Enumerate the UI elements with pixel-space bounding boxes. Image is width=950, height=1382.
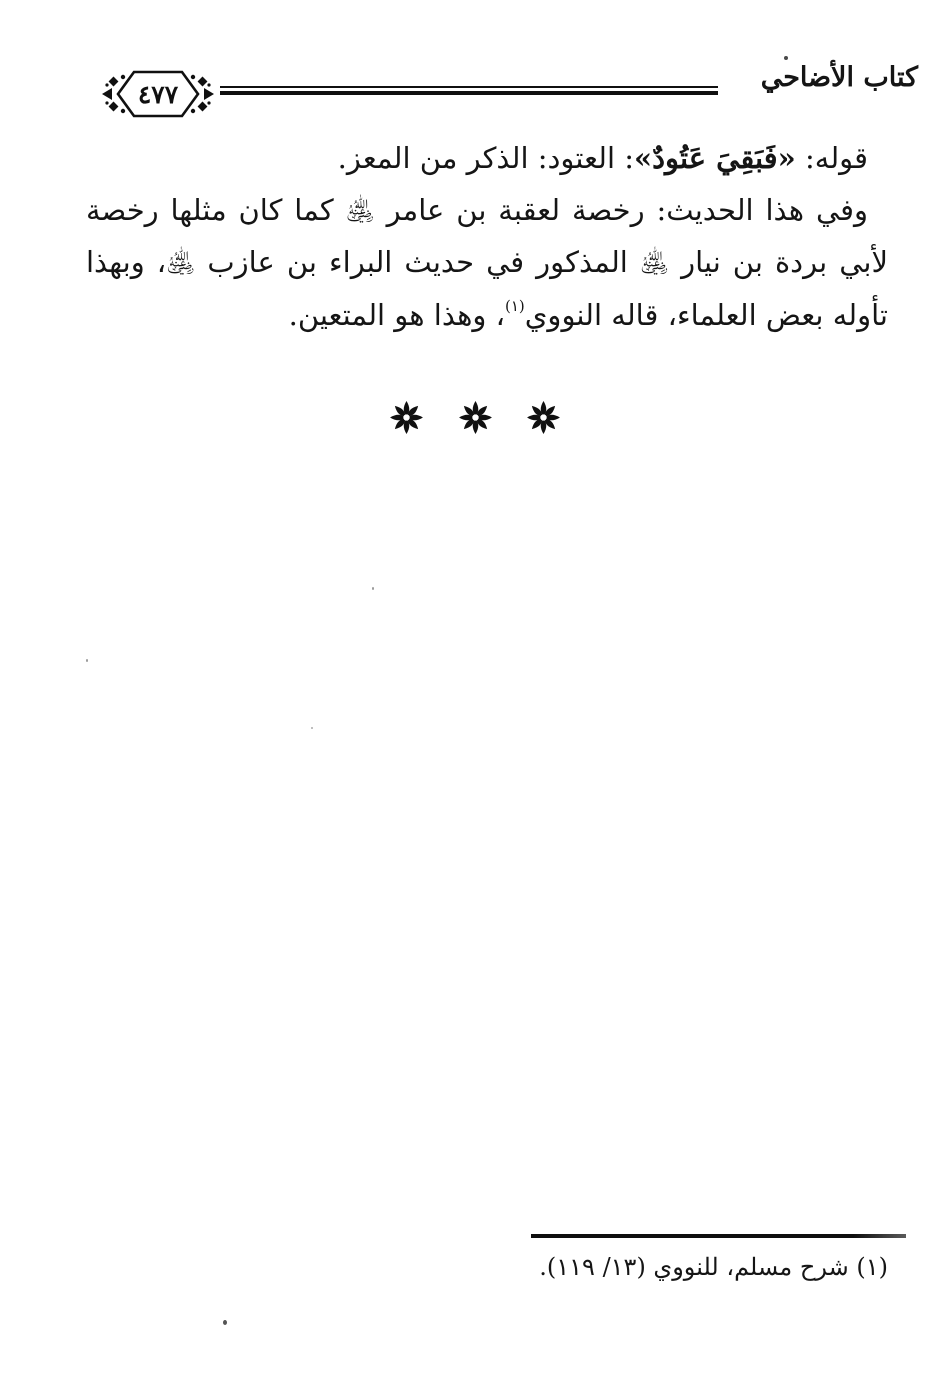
commentary-seg1: وفي هذا الحديث: رخصة لعقبة بن عامر	[374, 192, 868, 227]
commentary-seg3: المذكور في حديث البراء بن عازب	[195, 245, 640, 279]
scan-speck	[372, 587, 374, 590]
scan-speck	[86, 659, 88, 662]
body-text	[86, 133, 888, 341]
footnote-reference: (١)	[504, 296, 525, 315]
flower-ornament-icon	[525, 399, 562, 436]
hadith-quote: «فَبَقِيَ عَتُودٌ»	[634, 141, 796, 175]
commentary-seg5: ، وهذا هو المتعين.	[288, 297, 505, 332]
flower-ornament-icon	[388, 399, 425, 436]
footnote-separator	[531, 1234, 906, 1238]
section-divider	[0, 399, 950, 436]
commentary-seg4: ، وبهذا تأوله بعض العلماء، قاله النووي	[86, 245, 888, 332]
commentary-seg2: كما كان مثلها رخصة لأبي بردة بن نيار	[86, 192, 888, 279]
scan-speck	[223, 1320, 227, 1325]
gloss-lead: قوله:	[795, 141, 868, 175]
footnote-text: (١) شرح مسلم، للنووي (١٣/ ١١٩).	[539, 1253, 888, 1281]
paragraph-gloss	[86, 133, 888, 185]
scan-speck	[784, 56, 788, 60]
radiallahu-anhu-icon: ﵁	[166, 248, 196, 279]
page-number-cartouche-icon	[96, 64, 220, 124]
page-number-badge	[96, 64, 220, 128]
header-rule	[220, 86, 718, 95]
scan-speck	[311, 727, 313, 729]
gloss-rest: : العتود: الذكر من المعز.	[337, 141, 635, 175]
flower-ornament-icon	[457, 399, 494, 436]
book-title: كتاب الأضاحي	[760, 62, 918, 93]
page-number: ٤٧٧	[137, 80, 179, 109]
paragraph-commentary	[86, 185, 888, 342]
radiallahu-anhu-icon: ﵁	[639, 248, 670, 279]
radiallahu-anhu-icon: ﵁	[345, 195, 375, 227]
